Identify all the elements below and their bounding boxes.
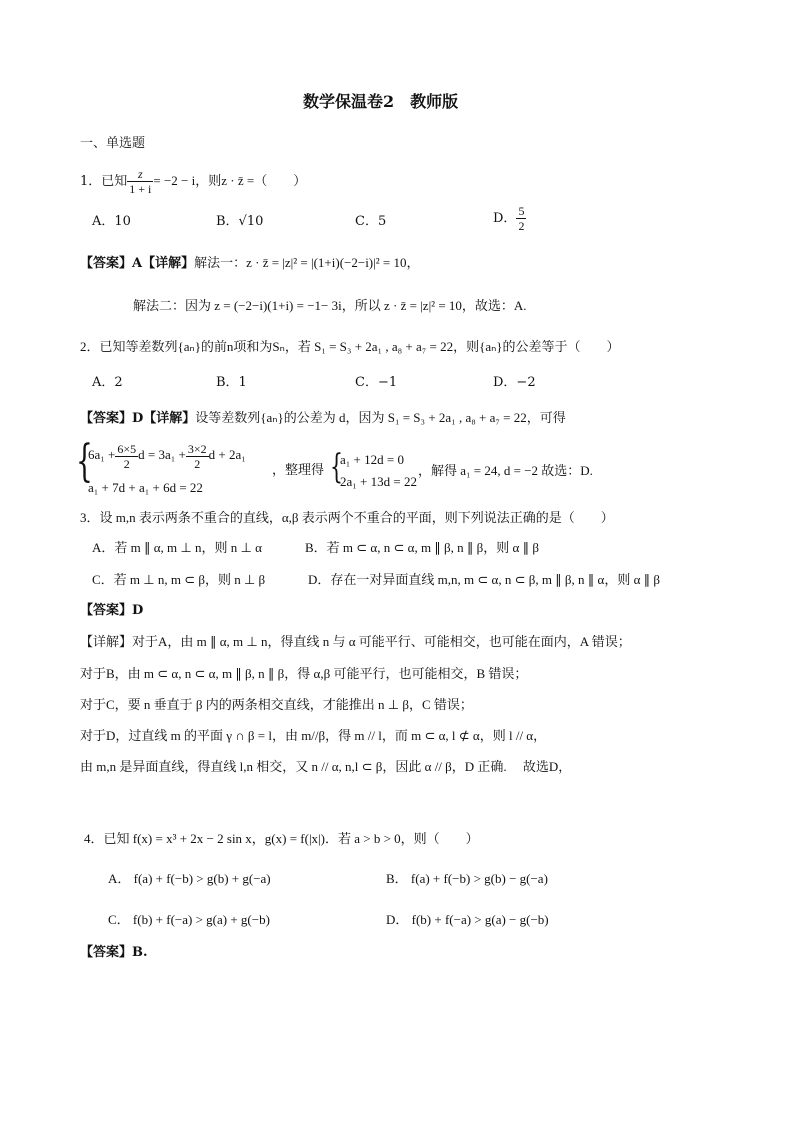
q2-option-b: B．1	[216, 375, 247, 390]
q3-detail-5: 由 m,n 是异面直线，得直线 l,n 相交，又 n // α, n,l ⊂ β，因此 α // β，D 正确. 故选D，	[80, 759, 572, 774]
q2-eq1-frac-b-den: 2	[194, 456, 201, 471]
q3-detail-4: 对于D，过直线 m 的平面 γ ∩ β = l，由 m//β，得 m // l，而 m ⊂ α, l ⊄ α，则 l // α，	[80, 728, 547, 743]
q1-stem-end: z · z̄ =（ ）	[221, 173, 307, 188]
q4-option-d: D． f(b) + f(−a) > g(a) − g(−b)	[386, 912, 549, 927]
q1-stem-mid: = −2 − i，则	[153, 173, 222, 188]
q3-answer: 【答案】D	[80, 603, 144, 618]
q3-detail-2: 对于B，由 m ⊂ α, n ⊂ α, m ∥ β, n ∥ β，得 α,β 可能平行，也可能相交，B 错误；	[80, 666, 528, 681]
q1-option-d	[493, 204, 526, 234]
q2-option-d: D．−2	[493, 375, 536, 390]
q2-simplify-text: ，整理得	[272, 463, 325, 478]
q1-fraction	[127, 167, 153, 196]
q2-eq1-frac-a-num: 6×5	[117, 441, 137, 456]
q4-answer: 【答案】B.	[80, 945, 148, 960]
q4-option-b: B． f(a) + f(−b) > g(b) − g(−a)	[386, 871, 548, 886]
q2-option-c: C．−1	[355, 375, 398, 390]
q4-option-a: A． f(a) + f(−b) > g(b) + g(−a)	[108, 871, 271, 886]
q2-eq1-frac-b-num: 3×2	[187, 441, 207, 456]
q1-frac-num: z	[127, 167, 153, 182]
question-1-stem	[80, 166, 306, 197]
q2-eq1-fraction-b	[186, 442, 209, 471]
q1-opt-d-den: 2	[518, 219, 525, 233]
question-4-stem: 4．已知 f(x) = x³ + 2x − 2 sin x，g(x) = f(|x|)．若 a > b > 0，则（ ）	[84, 831, 479, 846]
q4-option-c: C． f(b) + f(−a) > g(a) + g(−b)	[108, 912, 270, 927]
q2-right-brace: {	[330, 447, 343, 487]
q2-system-eq-1	[88, 440, 246, 471]
q2-eq1-fraction-a	[115, 442, 138, 471]
q1-answer-method-2: 解法二：因为 z = (−2−i)(1+i) = −1− 3i，所以 z · z̄ = |z|² = 10，故选：A.	[133, 298, 527, 313]
q1-frac-den: 1 + i	[129, 182, 152, 196]
q2-eq1-frac-a-den: 2	[123, 456, 130, 471]
q2-eq1-part-c: d + 2a₁	[208, 447, 246, 462]
section-heading: 一、单选题	[80, 136, 146, 151]
question-2-stem: 2．已知等差数列{aₙ}的前n项和为Sₙ，若 S₁ = S₃ + 2a₁ , a₈ + a₇ = 22，则{aₙ}的公差等于（ ）	[80, 339, 620, 354]
q1-option-c: C．5	[355, 214, 387, 229]
q1-answer-method-1: 解法一：z · z̄ = |z|² = |(1+i)(−2−i)|² = 10，	[194, 255, 420, 270]
q1-option-b: B．√10	[216, 214, 264, 229]
q3-option-a: A．若 m ∥ α, m ⊥ n，则 n ⊥ α	[92, 540, 262, 555]
q1-option-d-fraction	[516, 204, 526, 233]
q2-option-a: A．2	[92, 375, 123, 390]
q3-option-c: C．若 m ⊥ n, m ⊂ β，则 n ⊥ β	[92, 572, 266, 587]
q1-option-a: A．10	[92, 214, 131, 229]
q1-answer-line-1	[80, 253, 419, 274]
q2-answer-text: 设等差数列{aₙ}的公差为 d，因为 S₁ = S₃ + 2a₁ , a₈ + a₇ = 22，可得	[195, 410, 566, 425]
q2-system-eq-4: 2a₁ + 13d = 22	[340, 474, 417, 489]
q3-option-d: D．存在一对异面直线 m,n, m ⊂ α, n ⊂ β, m ∥ β, n ∥ α，则 α ∥ β	[308, 572, 661, 587]
q3-option-b: B．若 m ⊂ α, n ⊂ α, m ∥ β, n ∥ β，则 α ∥ β	[305, 540, 539, 555]
q1-answer-label: 【答案】A【详解】	[80, 256, 195, 271]
q2-eq1-part-a: 6a₁ +	[88, 447, 116, 462]
q1-option-d-label: D．	[493, 211, 517, 226]
q2-solution-tail: ，解得 a₁ = 24, d = −2 故选：D.	[418, 463, 593, 478]
page-title: 数学保温卷2 教师版	[303, 92, 459, 111]
q2-answer-line-1	[80, 408, 566, 429]
q1-stem-prefix: 1．已知	[80, 174, 128, 189]
q3-detail-3: 对于C，要 n 垂直于 β 内的两条相交直线，才能推出 n ⊥ β，C 错误；	[80, 697, 473, 712]
q2-eq1-part-b: d = 3a₁ +	[138, 447, 186, 462]
q3-detail-1: 【详解】对于A，由 m ∥ α, m ⊥ n，得直线 n 与 α 可能平行、可能相交，也可能在面内，A 错误；	[80, 634, 631, 649]
q2-left-brace: {	[76, 436, 93, 487]
q2-system-eq-3: a₁ + 12d = 0	[340, 452, 404, 467]
q2-system-eq-2: a₁ + 7d + a₁ + 6d = 22	[88, 480, 203, 495]
q2-answer-label: 【答案】D【详解】	[80, 411, 196, 426]
q1-opt-d-num: 5	[518, 204, 525, 218]
question-3-stem: 3．设 m,n 表示两条不重合的直线，α,β 表示两个不重合的平面，则下列说法正确的是（ ）	[80, 510, 614, 525]
